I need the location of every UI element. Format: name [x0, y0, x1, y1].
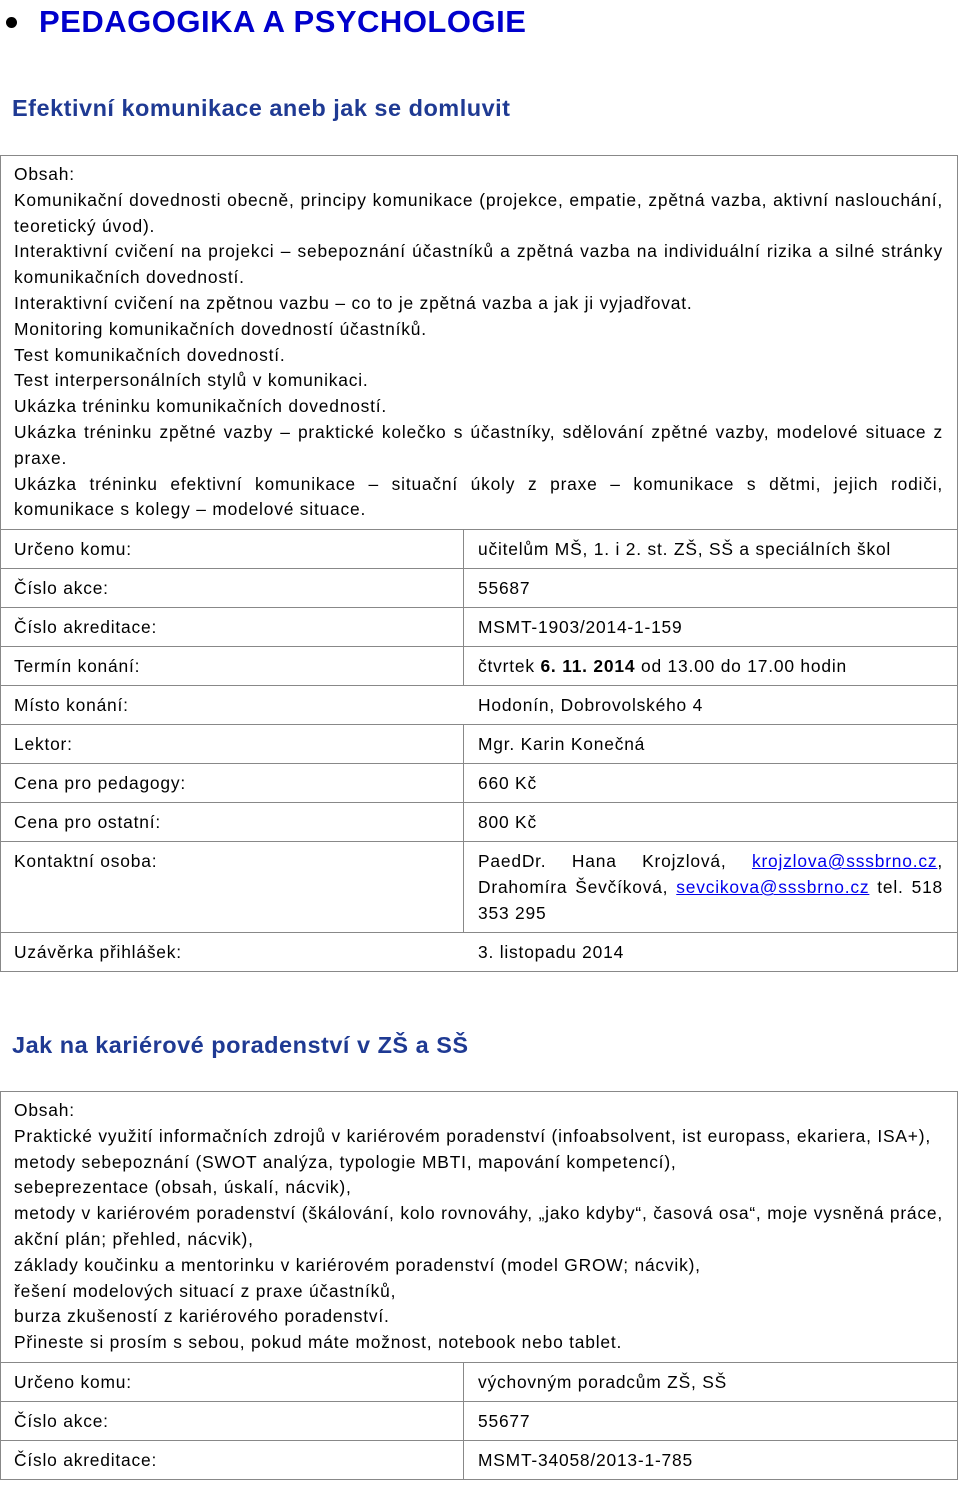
row-termin — [1, 647, 957, 686]
course-content — [1, 1092, 957, 1362]
row-cislo-akce — [1, 569, 957, 608]
contact-phone: tel. 518 353 295 — [478, 877, 944, 924]
content-paragraph: sebeprezentace (obsah, úskalí, nácvik), — [14, 1177, 352, 1198]
termin-time: od 13.00 do 17.00 hodin — [640, 656, 847, 677]
label-akreditace: Číslo akreditace: — [1, 608, 464, 646]
content-paragraph: Test komunikačních dovedností. — [14, 344, 286, 365]
row-uzaverka — [1, 933, 957, 971]
course-details — [1, 1362, 957, 1479]
label-uzaverka: Uzávěrka přihlášek: — [14, 942, 182, 963]
content-paragraph: Ukázka tréninku zpětné vazby – praktické kolečko s účastníky, sdělování zpětné vazby, modelové situace z praxe. — [14, 421, 943, 468]
content-paragraph: Přineste si prosím s sebou, pokud máte možnost, notebook nebo tablet. — [14, 1332, 623, 1353]
email-link[interactable]: krojzlova@sssbrno.cz — [751, 851, 938, 872]
course-title: Jak na kariérové poradenství v ZŠ a SŠ — [12, 1032, 469, 1058]
value-urceno: učitelům MŠ, 1. i 2. st. ZŠ, SŠ a speciálních škol — [478, 539, 892, 560]
row-lektor — [1, 725, 957, 764]
course-title: Efektivní komunikace aneb jak se domluvit — [12, 95, 511, 121]
value-cislo-akce: 55677 — [478, 1410, 531, 1431]
value-cena-ostatni: 800 Kč — [478, 812, 537, 833]
value-cislo-akce: 55687 — [478, 578, 531, 599]
row-cena-ostatni — [1, 803, 957, 842]
bullet-icon — [6, 17, 17, 28]
label-cena-pedagogy: Cena pro pedagogy: — [1, 764, 464, 802]
value-termin — [464, 647, 957, 685]
label-misto: Místo konání: — [14, 695, 129, 716]
content-paragraph: Test interpersonálních stylů v komunikaci. — [14, 370, 369, 391]
contact-name: , Drahomíra Ševčíková, — [478, 851, 943, 898]
row-kontakt — [1, 842, 957, 933]
value-akreditace: MSMT-34058/2013-1-785 — [478, 1449, 693, 1470]
content-paragraph: metody sebepoznání (SWOT analýza, typologie MBTI, mapování kompetencí), — [14, 1151, 677, 1172]
obsah-label: Obsah: — [14, 1100, 75, 1120]
value-cena-pedagogy: 660 Kč — [478, 773, 537, 794]
value-urceno: výchovným poradcům ZŠ, SŠ — [478, 1371, 728, 1392]
course-info-table — [0, 1091, 958, 1480]
label-cislo-akce: Číslo akce: — [1, 569, 464, 607]
content-paragraph: Interaktivní cvičení na zpětnou vazbu – co to je zpětná vazba a jak ji vyjadřovat. — [14, 292, 693, 313]
label-cena-ostatni: Cena pro ostatní: — [1, 803, 464, 841]
obsah-label: Obsah: — [14, 164, 75, 184]
value-misto: Hodonín, Dobrovolského 4 — [478, 695, 704, 716]
course-info-table — [0, 155, 958, 972]
label-kontakt: Kontaktní osoba: — [1, 842, 464, 932]
course-content — [1, 156, 957, 529]
row-cena-pedagogy — [1, 764, 957, 803]
label-urceno: Určeno komu: — [1, 530, 464, 568]
label-urceno: Určeno komu: — [1, 1363, 464, 1401]
termin-day: čtvrtek — [478, 656, 535, 677]
content-paragraph: základy koučinku a mentorinku v kariérovém poradenství (model GROW; nácvik), — [14, 1254, 701, 1275]
content-paragraph: Ukázka tréninku komunikačních dovedností. — [14, 396, 388, 417]
content-paragraph: řešení modelových situací z praxe účastníků, — [14, 1280, 397, 1301]
value-kontakt — [464, 842, 957, 932]
content-paragraph: Interaktivní cvičení na projekci – sebepoznání účastníků a zpětná vazba na individuální rizika a silné stránky komunikačních dovedností. — [14, 241, 943, 288]
label-cislo-akce: Číslo akce: — [1, 1402, 464, 1440]
content-paragraph: Ukázka tréninku efektivní komunikace – situační úkoly z praxe – komunikace s dětmi, jejich rodiči, komunikace s kolegy – modelové situace. — [14, 473, 943, 520]
row-urceno — [1, 1363, 957, 1402]
row-urceno — [1, 530, 957, 569]
value-uzaverka: 3. listopadu 2014 — [478, 942, 625, 963]
course-details — [1, 529, 957, 971]
label-lektor: Lektor: — [1, 725, 464, 763]
row-misto — [1, 686, 957, 725]
label-akreditace: Číslo akreditace: — [1, 1441, 464, 1479]
termin-date: 6. 11. 2014 — [540, 656, 636, 677]
label-termin: Termín konání: — [1, 647, 464, 685]
page-heading — [0, 0, 526, 44]
content-paragraph: metody v kariérovém poradenství (škálování, kolo rovnováhy, „jako kdyby“, časová osa“, moje vysněná práce, akční plán; přehled, nácvik), — [14, 1203, 943, 1249]
content-paragraph: Monitoring komunikačních dovedností účastníků. — [14, 318, 427, 339]
content-paragraph: Komunikační dovednosti obecně, principy komunikace (projekce, empatie, zpětná vazba, aktivní naslouchání, teoretický úvod). — [14, 189, 943, 236]
value-akreditace: MSMT-1903/2014-1-159 — [478, 617, 683, 638]
row-akreditace — [1, 1441, 957, 1479]
contact-name: PaedDr. Hana Krojzlová, — [478, 851, 727, 872]
value-lektor: Mgr. Karin Konečná — [478, 734, 646, 755]
row-cislo-akce — [1, 1402, 957, 1441]
page-title: PEDAGOGIKA A PSYCHOLOGIE — [39, 4, 527, 39]
row-akreditace — [1, 608, 957, 647]
content-paragraph: Praktické využití informačních zdrojů v kariérovém poradenství (infoabsolvent, ist europass, ekariera, ISA+), — [14, 1125, 931, 1146]
email-link[interactable]: sevcikova@sssbrno.cz — [676, 877, 870, 898]
content-paragraph: burza zkušeností z kariérového poradenství. — [14, 1306, 390, 1327]
